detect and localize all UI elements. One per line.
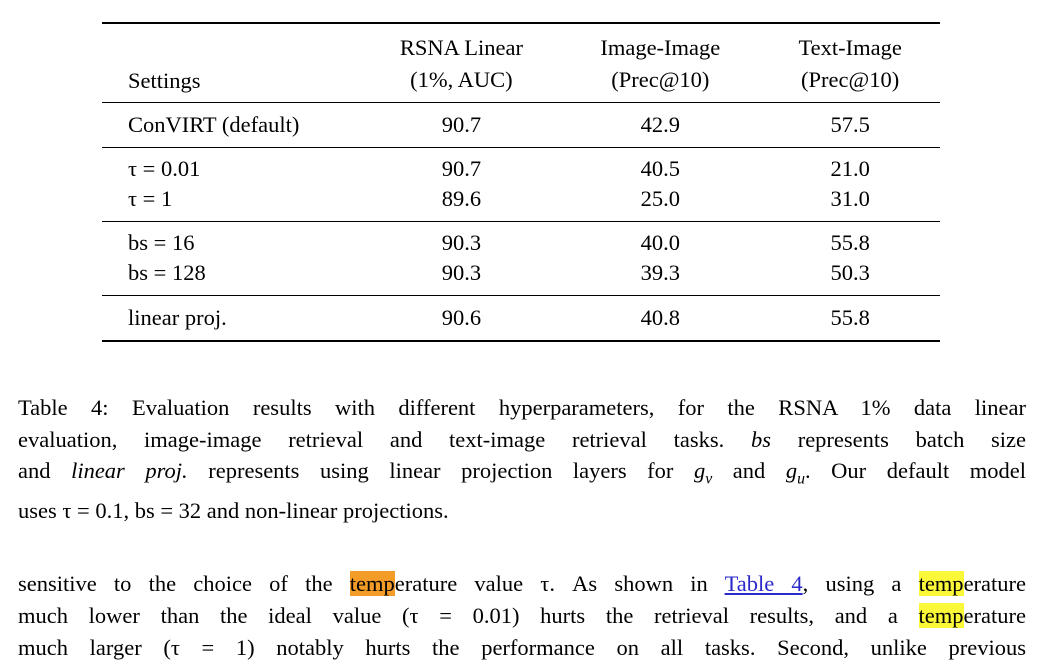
header-image-image (560, 23, 760, 103)
search-highlight-current[interactable]: temp (349, 571, 395, 596)
row-setting: τ = 0.01 (102, 148, 362, 185)
body-line (18, 600, 1026, 632)
table-row (102, 184, 940, 222)
row-text-image: 55.8 (760, 222, 940, 259)
caption-text: represents using linear projection layers for (208, 458, 674, 483)
row-rsna: 90.7 (362, 148, 560, 185)
row-text-image: 57.5 (760, 103, 940, 148)
caption-line (18, 392, 1026, 424)
caption-text: uses τ = 0.1, bs = 32 and non-linear projections. (18, 498, 449, 523)
row-rsna: 90.3 (441, 260, 482, 285)
body-text: , using a (802, 571, 902, 596)
row-setting: bs = 16 (102, 222, 362, 259)
table-row (102, 222, 940, 259)
math-symbol: g (785, 458, 798, 483)
row-image-image: 39.3 (640, 260, 680, 285)
body-text: erature value τ. As shown in (394, 571, 708, 596)
caption-line (18, 495, 1026, 527)
row-setting: linear proj. (102, 296, 362, 342)
row-rsna: 90.7 (362, 103, 560, 148)
math-gv (693, 458, 713, 488)
body-paragraph (18, 568, 1026, 664)
body-text: sensitive to the choice of the (18, 571, 333, 596)
row-rsna: 90.3 (362, 222, 560, 259)
table-caption (18, 392, 1026, 527)
table-row (102, 103, 940, 148)
header-rsna-line2: (1%, AUC) (410, 67, 513, 92)
row-text-image: 31.0 (830, 186, 870, 211)
caption-emphasis: bs (750, 426, 771, 452)
row-setting: bs = 128 (128, 260, 206, 285)
table-row (102, 148, 940, 185)
search-highlight[interactable]: temp (918, 571, 964, 596)
math-subscript: u (797, 470, 805, 488)
caption-emphasis: linear proj. (71, 458, 188, 483)
table-header-row (102, 23, 940, 103)
row-rsna: 89.6 (441, 186, 482, 211)
caption-line (18, 455, 1026, 495)
header-ti-line1: Text-Image (798, 35, 902, 60)
body-line (18, 568, 1026, 600)
row-setting: ConVIRT (default) (102, 103, 362, 148)
header-ii-line2: (Prec@10) (611, 67, 710, 92)
row-image-image: 42.9 (560, 103, 760, 148)
table-row (102, 258, 940, 296)
header-ti-line2: (Prec@10) (801, 67, 900, 92)
search-highlight[interactable]: temp (918, 603, 964, 628)
row-image-image: 40.5 (560, 148, 760, 185)
math-gu (785, 458, 805, 488)
body-line (18, 632, 1026, 664)
caption-text: evaluation, image-image retrieval and text-image retrieval tasks. (18, 426, 725, 452)
body-text: erature (963, 571, 1027, 596)
row-setting: τ = 1 (128, 186, 173, 211)
math-subscript: v (705, 470, 713, 488)
header-ii-line1: Image-Image (600, 35, 721, 60)
results-table (102, 22, 940, 342)
caption-text: . Our default model (804, 458, 1026, 483)
body-text: much larger (τ = 1) notably hurts the performance on all tasks. Second, unlike previous (18, 635, 1026, 660)
row-image-image: 25.0 (640, 186, 680, 211)
caption-text: represents batch size (797, 426, 1027, 452)
header-settings: Settings (128, 68, 201, 93)
header-text-image (760, 23, 940, 103)
table-4-link[interactable]: Table 4 (724, 571, 803, 596)
caption-text: and (18, 458, 51, 483)
row-text-image: 55.8 (760, 296, 940, 342)
row-rsna: 90.6 (362, 296, 560, 342)
caption-text: Table 4: Evaluation results with different hyperparameters, for the RSNA 1% data linear (18, 395, 1026, 420)
row-text-image: 50.3 (830, 260, 870, 285)
body-text: erature (963, 603, 1026, 628)
results-table-container (102, 22, 940, 342)
caption-text: and (732, 458, 766, 483)
table-row (102, 296, 940, 342)
body-text: much lower than the ideal value (τ = 0.01) hurts the retrieval results, and a (18, 603, 898, 628)
row-image-image: 40.8 (560, 296, 760, 342)
row-image-image: 40.0 (560, 222, 760, 259)
caption-line (18, 424, 1026, 456)
row-text-image: 21.0 (760, 148, 940, 185)
header-rsna-line1: RSNA Linear (399, 35, 523, 60)
math-symbol: g (693, 458, 706, 483)
header-rsna-linear (362, 23, 560, 103)
